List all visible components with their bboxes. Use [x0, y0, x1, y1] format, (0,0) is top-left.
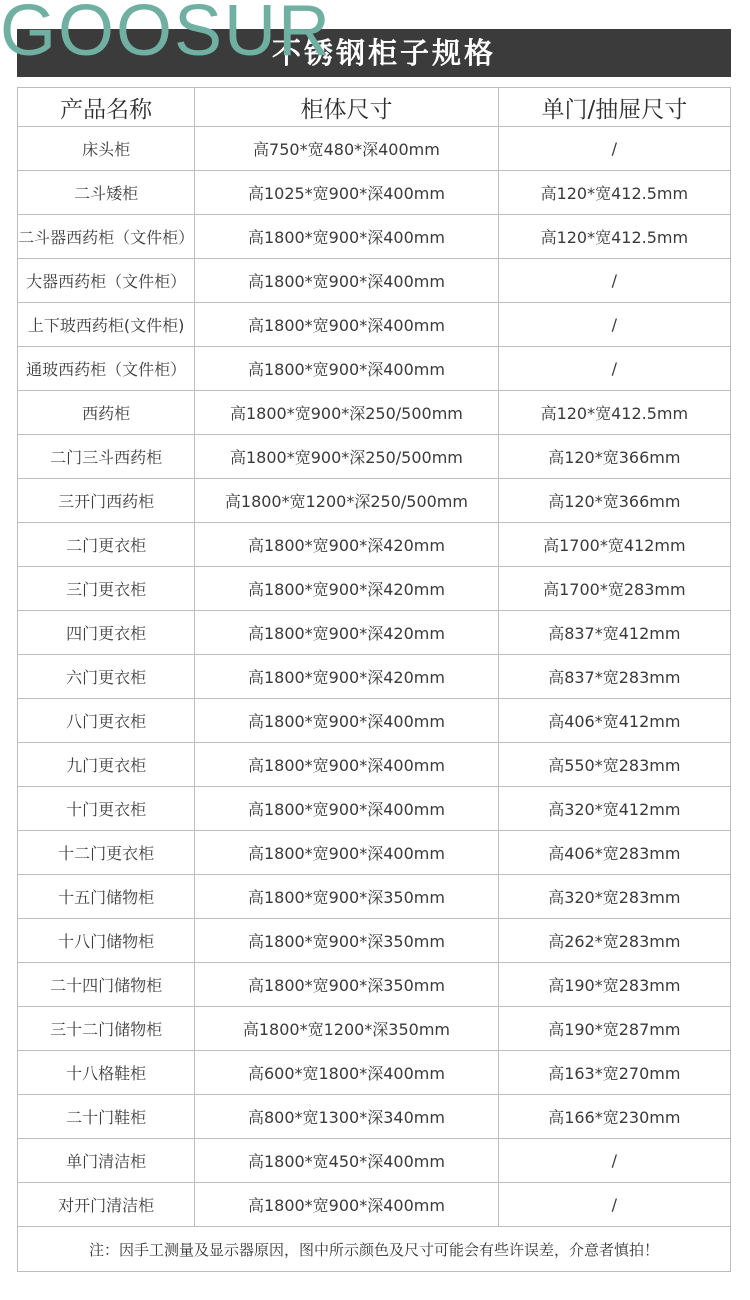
- product-name-cell: 大器西药柜（文件柜）: [18, 259, 195, 303]
- product-name-cell: 三开门西药柜: [18, 479, 195, 523]
- cabinet-size-cell: 高1800*宽900*深250/500mm: [195, 391, 498, 435]
- cabinet-size-cell: 高1800*宽900*深420mm: [195, 611, 498, 655]
- table-row: [18, 1095, 731, 1139]
- product-name-cell: 二门三斗西药柜: [18, 435, 195, 479]
- product-name-cell: 四门更衣柜: [18, 611, 195, 655]
- table-row: [18, 479, 731, 523]
- cabinet-size-cell: 高750*宽480*深400mm: [195, 127, 498, 171]
- table-row: [18, 1051, 731, 1095]
- door-size-cell: /: [498, 303, 730, 347]
- door-size-cell: 高320*宽412mm: [498, 787, 730, 831]
- cabinet-size-cell: 高800*宽1300*深340mm: [195, 1095, 498, 1139]
- table-row: [18, 523, 731, 567]
- door-size-cell: /: [498, 1139, 730, 1183]
- header-product-name: 产品名称: [18, 88, 195, 127]
- table-row: [18, 963, 731, 1007]
- table-row: [18, 1007, 731, 1051]
- door-size-cell: 高262*宽283mm: [498, 919, 730, 963]
- cabinet-size-cell: 高1800*宽900*深400mm: [195, 259, 498, 303]
- product-name-cell: 十门更衣柜: [18, 787, 195, 831]
- door-size-cell: /: [498, 1183, 730, 1227]
- door-size-cell: 高320*宽283mm: [498, 875, 730, 919]
- cabinet-size-cell: 高1800*宽900*深400mm: [195, 303, 498, 347]
- product-name-cell: 十八门储物柜: [18, 919, 195, 963]
- cabinet-size-cell: 高1800*宽450*深400mm: [195, 1139, 498, 1183]
- table-row: [18, 259, 731, 303]
- header-door-size: 单门/抽屉尺寸: [498, 88, 730, 127]
- table-row: [18, 391, 731, 435]
- product-name-cell: 八门更衣柜: [18, 699, 195, 743]
- cabinet-size-cell: 高1800*宽900*深420mm: [195, 523, 498, 567]
- door-size-cell: 高406*宽283mm: [498, 831, 730, 875]
- cabinet-size-cell: 高1025*宽900*深400mm: [195, 171, 498, 215]
- cabinet-size-cell: 高1800*宽1200*深350mm: [195, 1007, 498, 1051]
- header-cabinet-size: 柜体尺寸: [195, 88, 498, 127]
- cabinet-size-cell: 高1800*宽900*深350mm: [195, 919, 498, 963]
- cabinet-size-cell: 高1800*宽900*深400mm: [195, 215, 498, 259]
- product-name-cell: 床头柜: [18, 127, 195, 171]
- product-name-cell: 二十门鞋柜: [18, 1095, 195, 1139]
- product-name-cell: 通玻西药柜（文件柜）: [18, 347, 195, 391]
- product-name-cell: 二斗矮柜: [18, 171, 195, 215]
- cabinet-size-cell: 高1800*宽900*深400mm: [195, 1183, 498, 1227]
- note-row: [18, 1227, 731, 1272]
- product-name-cell: 单门清洁柜: [18, 1139, 195, 1183]
- product-name-cell: 对开门清洁柜: [18, 1183, 195, 1227]
- table-row: [18, 743, 731, 787]
- table-row: [18, 831, 731, 875]
- table-row: [18, 171, 731, 215]
- table-row: [18, 655, 731, 699]
- table-row: [18, 699, 731, 743]
- door-size-cell: 高120*宽366mm: [498, 435, 730, 479]
- cabinet-size-cell: 高1800*宽900*深400mm: [195, 699, 498, 743]
- door-size-cell: 高1700*宽283mm: [498, 567, 730, 611]
- table-body: [18, 127, 731, 1227]
- door-size-cell: /: [498, 127, 730, 171]
- product-name-cell: 二十四门储物柜: [18, 963, 195, 1007]
- door-size-cell: 高190*宽283mm: [498, 963, 730, 1007]
- door-size-cell: 高166*宽230mm: [498, 1095, 730, 1139]
- table-row: [18, 611, 731, 655]
- product-name-cell: 九门更衣柜: [18, 743, 195, 787]
- door-size-cell: 高190*宽287mm: [498, 1007, 730, 1051]
- cabinet-size-cell: 高1800*宽900*深350mm: [195, 963, 498, 1007]
- cabinet-size-cell: 高1800*宽900*深420mm: [195, 655, 498, 699]
- table-row: [18, 1139, 731, 1183]
- door-size-cell: 高1700*宽412mm: [498, 523, 730, 567]
- page-title: 不锈钢柜子规格: [271, 36, 496, 70]
- door-size-cell: 高406*宽412mm: [498, 699, 730, 743]
- cabinet-size-cell: 高1800*宽1200*深250/500mm: [195, 479, 498, 523]
- door-size-cell: 高120*宽412.5mm: [498, 391, 730, 435]
- product-name-cell: 二斗器西药柜（文件柜）: [18, 215, 195, 259]
- product-name-cell: 六门更衣柜: [18, 655, 195, 699]
- product-name-cell: 西药柜: [18, 391, 195, 435]
- product-name-cell: 三门更衣柜: [18, 567, 195, 611]
- door-size-cell: 高837*宽412mm: [498, 611, 730, 655]
- cabinet-size-cell: 高1800*宽900*深400mm: [195, 831, 498, 875]
- table-row: [18, 875, 731, 919]
- door-size-cell: 高120*宽366mm: [498, 479, 730, 523]
- door-size-cell: 高163*宽270mm: [498, 1051, 730, 1095]
- product-name-cell: 三十二门储物柜: [18, 1007, 195, 1051]
- brand-logo: GOOSUR: [0, 0, 333, 71]
- cabinet-size-cell: 高1800*宽900*深250/500mm: [195, 435, 498, 479]
- product-name-cell: 十二门更衣柜: [18, 831, 195, 875]
- table-row: [18, 347, 731, 391]
- spec-table: [17, 87, 731, 1272]
- product-name-cell: 二门更衣柜: [18, 523, 195, 567]
- door-size-cell: 高550*宽283mm: [498, 743, 730, 787]
- product-name-cell: 十五门储物柜: [18, 875, 195, 919]
- table-row: [18, 215, 731, 259]
- door-size-cell: /: [498, 347, 730, 391]
- note-text: 注：因手工测量及显示器原因，图中所示颜色及尺寸可能会有些许误差，介意者慎拍！: [18, 1227, 731, 1272]
- table-row: [18, 787, 731, 831]
- door-size-cell: 高120*宽412.5mm: [498, 171, 730, 215]
- product-name-cell: 十八格鞋柜: [18, 1051, 195, 1095]
- door-size-cell: 高120*宽412.5mm: [498, 215, 730, 259]
- table-row: [18, 435, 731, 479]
- table-row: [18, 303, 731, 347]
- cabinet-size-cell: 高1800*宽900*深400mm: [195, 787, 498, 831]
- table-row: [18, 1183, 731, 1227]
- cabinet-size-cell: 高1800*宽900*深400mm: [195, 743, 498, 787]
- product-name-cell: 上下玻西药柜(文件柜): [18, 303, 195, 347]
- cabinet-size-cell: 高1800*宽900*深420mm: [195, 567, 498, 611]
- table-header-row: [18, 88, 731, 127]
- table-row: [18, 127, 731, 171]
- door-size-cell: /: [498, 259, 730, 303]
- table-row: [18, 567, 731, 611]
- table-row: [18, 919, 731, 963]
- cabinet-size-cell: 高1800*宽900*深350mm: [195, 875, 498, 919]
- door-size-cell: 高837*宽283mm: [498, 655, 730, 699]
- cabinet-size-cell: 高600*宽1800*深400mm: [195, 1051, 498, 1095]
- cabinet-size-cell: 高1800*宽900*深400mm: [195, 347, 498, 391]
